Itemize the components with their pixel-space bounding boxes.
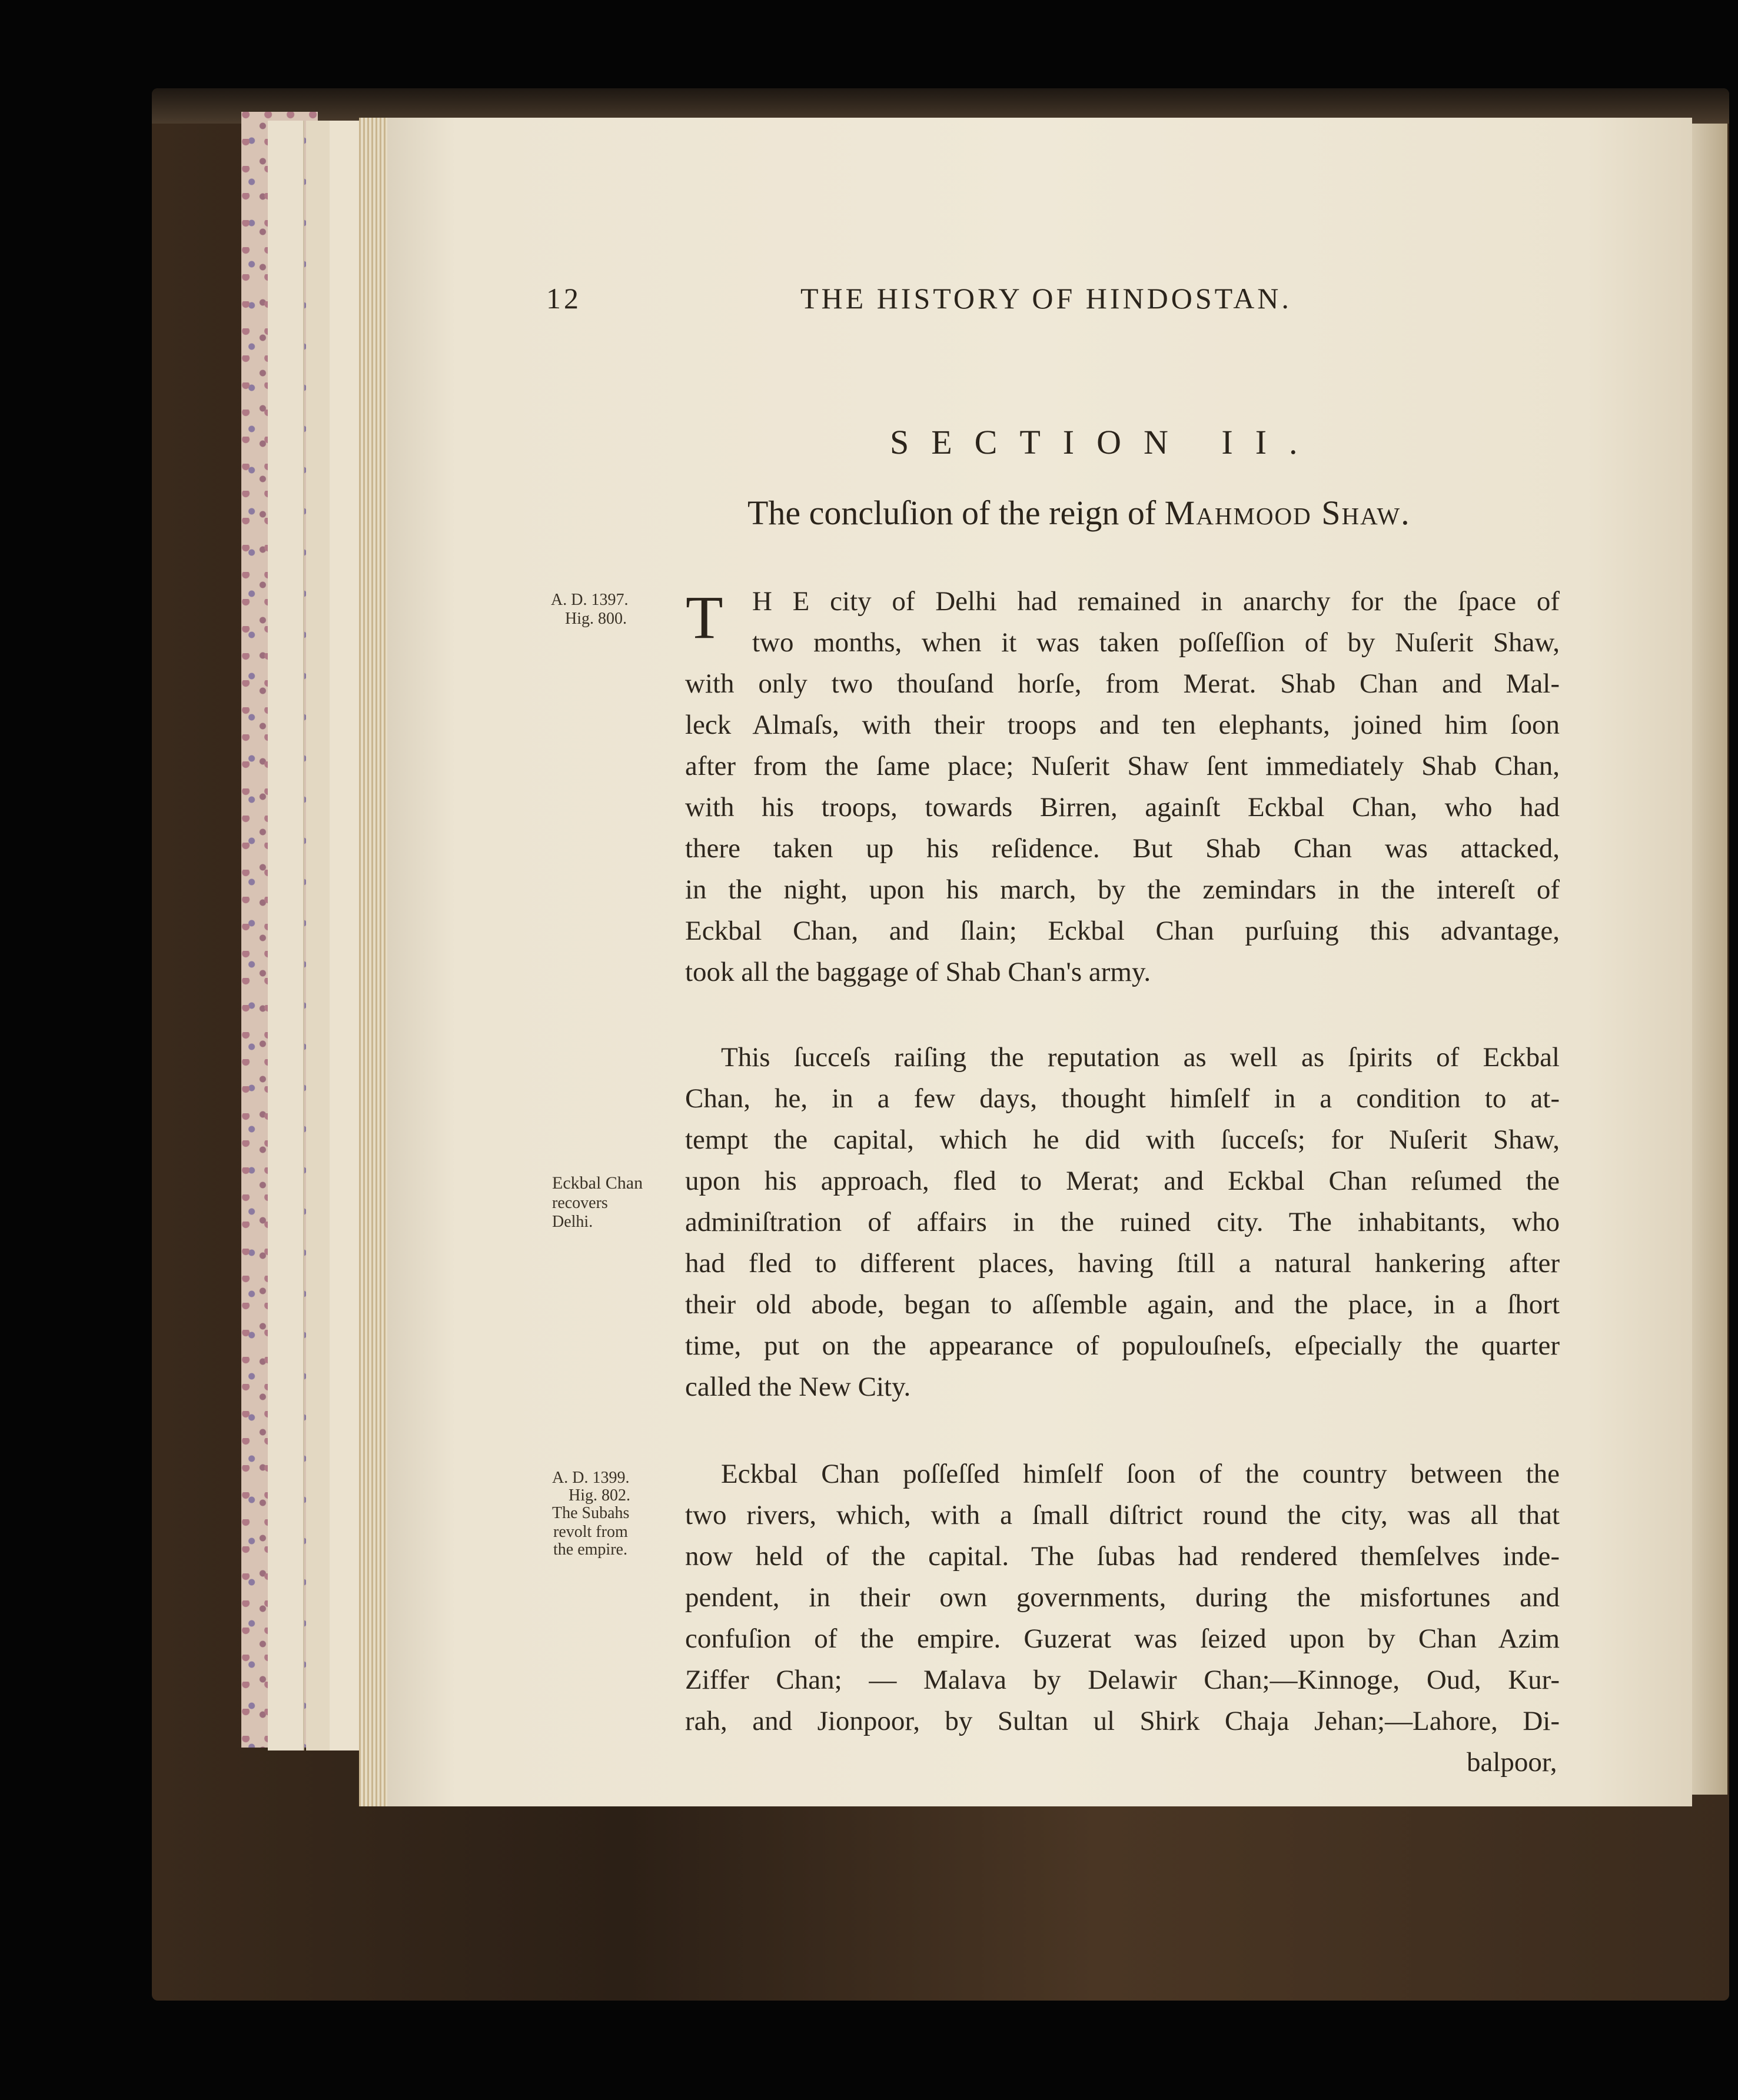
- page-fore-edge: [1692, 124, 1727, 1795]
- text-line: had fled to different places, having ſtill a natural hankering after: [685, 1248, 1560, 1279]
- text-line: pendent, in their own governments, during the misfortunes and: [685, 1582, 1560, 1613]
- margin-note-date: A. D. 1399.: [552, 1469, 630, 1487]
- page-gutter: [359, 118, 387, 1806]
- text-line: Eckbal Chan, and ſlain; Eckbal Chan purſuing this advantage,: [685, 916, 1560, 946]
- margin-note-line: revolt from: [553, 1523, 628, 1541]
- margin-note-date: A. D. 1397.: [551, 591, 629, 609]
- text-line: tempt the capital, which he did with ſucceſs; for Nuſerit Shaw,: [685, 1124, 1560, 1155]
- text-line: H E city of Delhi had remained in anarchy for the ſpace of: [752, 586, 1560, 617]
- text-line: now held of the capital. The ſubas had rendered themſelves inde-: [685, 1541, 1560, 1572]
- running-head: THE HISTORY OF HINDOSTAN.: [800, 282, 1292, 315]
- page-stack-edge: [306, 121, 331, 1750]
- page-stack-edge: [330, 121, 363, 1750]
- margin-note-line: recovers: [552, 1194, 608, 1212]
- page-stack-edge: [268, 121, 304, 1750]
- page-number: 12: [546, 282, 581, 315]
- margin-note-hegira: Hig. 800.: [565, 610, 627, 628]
- catchword: balpoor,: [1467, 1747, 1557, 1778]
- text-line: time, put on the appearance of populouſneſs, eſpecially the quarter: [685, 1330, 1560, 1361]
- text-line: Eckbal Chan poſſeſſed himſelf ſoon of the country between the: [721, 1459, 1560, 1489]
- text-line: leck Almaſs, with their troops and ten elephants, joined him ſoon: [685, 710, 1560, 740]
- text-line: in the night, upon his march, by the zemindars in the intereſt of: [685, 874, 1560, 905]
- margin-note-line: The Subahs: [552, 1504, 630, 1522]
- section-subtitle-name: Mahmood Shaw.: [1164, 494, 1411, 532]
- text-line: took all the baggage of Shab Chan's army.: [685, 957, 1151, 987]
- text-line: adminiſtration of affairs in the ruined city. The inhabitants, who: [685, 1207, 1560, 1237]
- text-line: with only two thouſand horſe, from Merat. Shab Chan and Mal-: [685, 668, 1560, 699]
- text-line: after from the ſame place; Nuſerit Shaw ſent immediately Shab Chan,: [685, 751, 1560, 781]
- text-line: their old abode, began to aſſemble again, and the place, in a ſhort: [685, 1289, 1560, 1320]
- text-line: with his troops, towards Birren, againſt Eckbal Chan, who had: [685, 792, 1560, 823]
- text-line: This ſucceſs raiſing the reputation as well as ſpirits of Eckbal: [721, 1042, 1560, 1073]
- text-line: upon his approach, fled to Merat; and Eckbal Chan reſumed the: [685, 1166, 1560, 1196]
- section-title: SECTION II.: [890, 423, 1320, 461]
- margin-note-line: Eckbal Chan: [552, 1173, 643, 1193]
- margin-note-hegira: Hig. 802.: [569, 1486, 630, 1505]
- text-line: rah, and Jionpoor, by Sultan ul Shirk Chaja Jehan;—Lahore, Di-: [685, 1706, 1560, 1736]
- drop-cap: T: [686, 584, 723, 651]
- text-line: called the New City.: [685, 1372, 911, 1402]
- text-line: Ziffer Chan; — Malava by Delawir Chan;—Kinnoge, Oud, Kur-: [685, 1665, 1560, 1695]
- section-subtitle: [747, 493, 1411, 533]
- margin-note-line: the empire.: [553, 1540, 627, 1559]
- text-line: confuſion of the empire. Guzerat was ſeized upon by Chan Azim: [685, 1623, 1560, 1654]
- margin-note-line: Delhi.: [552, 1213, 593, 1231]
- text-line: there taken up his reſidence. But Shab Chan was attacked,: [685, 833, 1560, 864]
- text-line: Chan, he, in a few days, thought himſelf in a condition to at-: [685, 1083, 1560, 1114]
- text-line: two rivers, which, with a ſmall diſtrict round the city, was all that: [685, 1500, 1560, 1530]
- section-subtitle-prefix: The concluſion of the reign of: [747, 494, 1165, 532]
- text-line: two months, when it was taken poſſeſſion of by Nuſerit Shaw,: [752, 627, 1560, 658]
